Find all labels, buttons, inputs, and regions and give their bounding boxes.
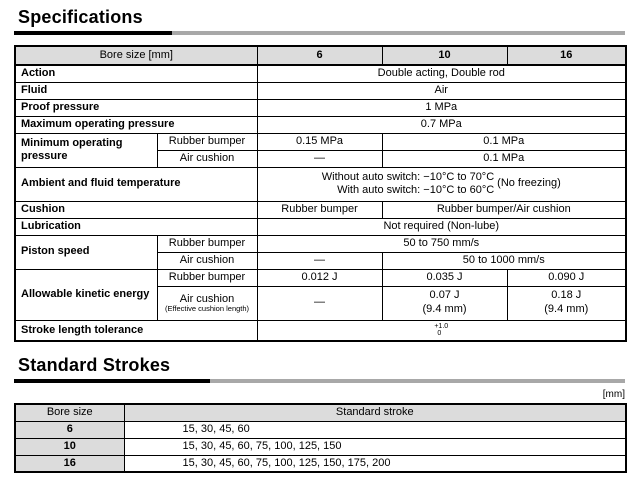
- rule-black-segment: [14, 379, 210, 383]
- kinetic-air-sublabel: [157, 286, 257, 320]
- proof-pressure-label: Proof pressure: [15, 99, 257, 116]
- strokes-row-bore-10: [15, 438, 626, 455]
- piston-speed-label: Piston speed: [15, 235, 157, 269]
- specifications-section-title: Specifications: [18, 7, 143, 27]
- strokes-bore-16: 16: [15, 455, 124, 472]
- spec-row-lubrication: [15, 218, 626, 235]
- ambient-temperature-value-layout: [260, 171, 624, 197]
- proof-pressure-value: 1 MPa: [257, 99, 626, 116]
- piston-speed-air-sublabel: Air cushion: [157, 252, 257, 269]
- max-operating-pressure-value: 0.7 MPa: [257, 116, 626, 133]
- spec-header-row: [15, 46, 626, 65]
- stroke-tolerance-value: [257, 320, 626, 341]
- ambient-temperature-line1: Without auto switch: −10°C to 70°C: [321, 170, 495, 183]
- lubrication-label: Lubrication: [15, 218, 257, 235]
- strokes-values-bore-10: 15, 30, 45, 60, 75, 100, 125, 150: [124, 438, 626, 455]
- rule-gray-segment: [210, 379, 625, 383]
- max-operating-pressure-label: Maximum operating pressure: [15, 116, 257, 133]
- kinetic-air-bore16-value: 0.18 J: [551, 289, 582, 302]
- action-label: Action: [15, 65, 257, 82]
- strokes-values-bore-6: 15, 30, 45, 60: [124, 421, 626, 438]
- ambient-temperature-lines: [322, 171, 494, 197]
- strokes-row-bore-16: [15, 455, 626, 472]
- standard-strokes-title-rule: [14, 379, 625, 383]
- ambient-temperature-note: (No freezing): [497, 177, 561, 190]
- lubrication-value: Not required (Non-lube): [257, 218, 626, 235]
- kinetic-rubber-bore10: 0.035 J: [382, 269, 507, 286]
- kinetic-rubber-bore16: 0.090 J: [507, 269, 626, 286]
- fluid-label: Fluid: [15, 82, 257, 99]
- spec-row-action: [15, 65, 626, 82]
- min-pressure-rubber-bore6: 0.15 MPa: [257, 133, 382, 150]
- strokes-standard-stroke-header: Standard stroke: [124, 404, 626, 421]
- strokes-bore-size-header: Bore size: [15, 404, 124, 421]
- min-pressure-air-sublabel: Air cushion: [157, 150, 257, 167]
- ambient-temperature-line2: With auto switch: −10°C to 60°C: [337, 184, 495, 196]
- strokes-row-bore-6: [15, 421, 626, 438]
- ambient-temperature-label: Ambient and fluid temperature: [15, 167, 257, 201]
- allowable-kinetic-energy-label: Allowable kinetic energy: [15, 269, 157, 320]
- spec-row-min-pressure-rubber: [15, 133, 626, 150]
- strokes-bore-10: 10: [15, 438, 124, 455]
- spec-row-proof-pressure: [15, 99, 626, 116]
- kinetic-air-bore16: [507, 286, 626, 320]
- piston-speed-rubber-value: 50 to 750 mm/s: [257, 235, 626, 252]
- min-pressure-rubber-sublabel: Rubber bumper: [157, 133, 257, 150]
- bore-10-header: 10: [382, 46, 507, 65]
- piston-speed-air-bore10-16: 50 to 1000 mm/s: [382, 252, 626, 269]
- min-pressure-rubber-bore10-16: 0.1 MPa: [382, 133, 626, 150]
- spec-row-ambient-temperature: [15, 167, 626, 201]
- piston-speed-rubber-sublabel: Rubber bumper: [157, 235, 257, 252]
- standard-strokes-section: [14, 355, 625, 473]
- piston-speed-air-bore6: —: [257, 252, 382, 269]
- kinetic-air-bore16-note: (9.4 mm): [544, 303, 589, 315]
- strokes-bore-6: 6: [15, 421, 124, 438]
- bore-size-header: Bore size [mm]: [15, 46, 257, 65]
- cushion-bore6: Rubber bumper: [257, 201, 382, 218]
- spec-row-max-operating-pressure: [15, 116, 626, 133]
- min-pressure-air-bore6: —: [257, 150, 382, 167]
- standard-strokes-section-title: Standard Strokes: [18, 355, 171, 375]
- cushion-label: Cushion: [15, 201, 257, 218]
- kinetic-rubber-sublabel: Rubber bumper: [157, 269, 257, 286]
- kinetic-rubber-bore6: 0.012 J: [257, 269, 382, 286]
- unit-label: [mm]: [602, 389, 625, 400]
- kinetic-air-sublabel-note: (Effective cushion length): [164, 303, 250, 313]
- kinetic-air-sublabel-main: Air cushion: [179, 292, 235, 305]
- spec-row-kinetic-rubber: [15, 269, 626, 286]
- rule-gray-segment: [172, 31, 625, 35]
- spec-row-cushion: [15, 201, 626, 218]
- bore-6-header: 6: [257, 46, 382, 65]
- min-pressure-air-bore10-16: 0.1 MPa: [382, 150, 626, 167]
- strokes-header-row: [15, 404, 626, 421]
- specifications-table: [14, 45, 627, 342]
- standard-strokes-table: [14, 403, 627, 473]
- strokes-values-bore-16: 15, 30, 45, 60, 75, 100, 125, 150, 175, 200: [124, 455, 626, 472]
- ambient-temperature-value: [257, 167, 626, 201]
- fluid-value: Air: [257, 82, 626, 99]
- kinetic-air-bore10-value: 0.07 J: [429, 289, 460, 302]
- spec-row-fluid: [15, 82, 626, 99]
- spec-row-piston-speed-rubber: [15, 235, 626, 252]
- min-operating-pressure-label: Minimum operating pressure: [15, 133, 157, 167]
- bore-16-header: 16: [507, 46, 626, 65]
- cushion-bore10-16: Rubber bumper/Air cushion: [382, 201, 626, 218]
- kinetic-air-bore6: —: [257, 286, 382, 320]
- action-value: Double acting, Double rod: [257, 65, 626, 82]
- tolerance-stack: [434, 323, 448, 338]
- kinetic-air-bore10: [382, 286, 507, 320]
- kinetic-air-bore10-note: (9.4 mm): [422, 303, 467, 315]
- rule-black-segment: [14, 31, 172, 35]
- spec-row-stroke-tolerance: [15, 320, 626, 341]
- stroke-tolerance-label: Stroke length tolerance: [15, 320, 257, 341]
- tolerance-lower: 0: [437, 330, 442, 338]
- tolerance-upper: +1.0: [434, 322, 449, 330]
- specifications-title-rule: [14, 31, 625, 35]
